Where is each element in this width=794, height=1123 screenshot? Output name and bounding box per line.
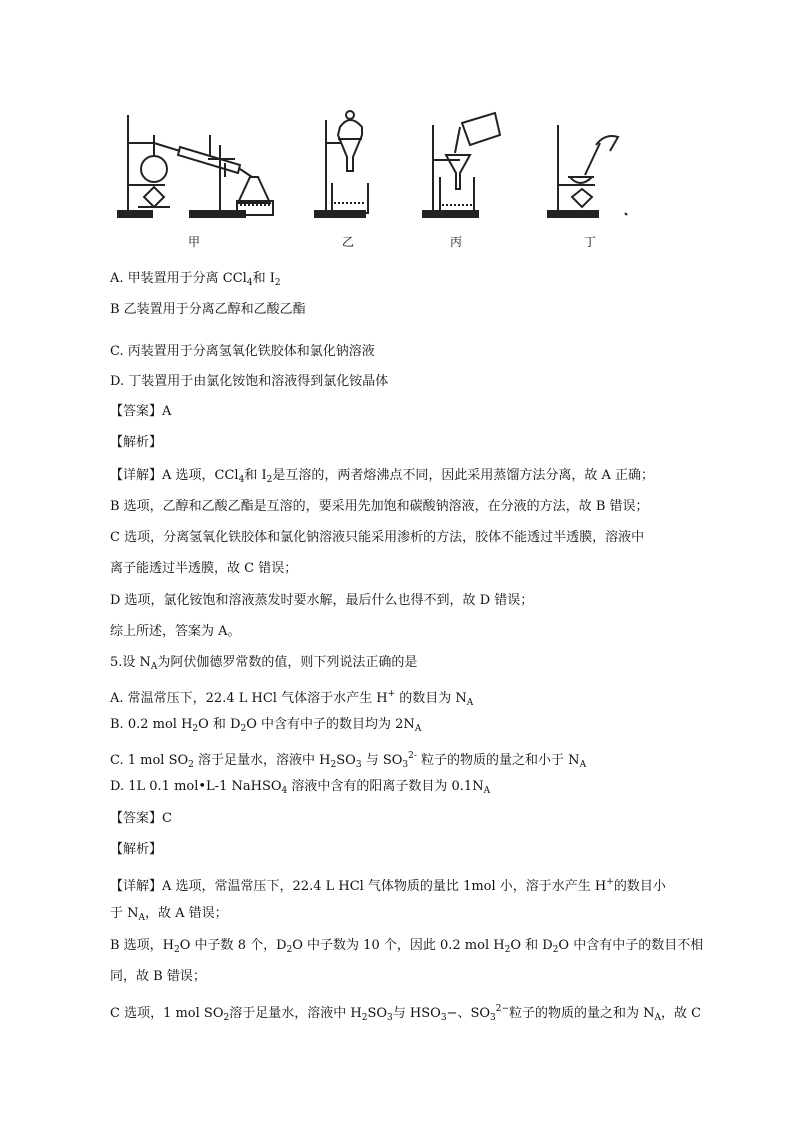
- text-segment: 【详解】A 选项，CCl: [110, 468, 239, 483]
- evaporation-apparatus: [548, 125, 627, 217]
- text-segment: 同，故 B 错误；: [110, 969, 206, 984]
- text-line: [110, 343, 375, 361]
- subscript: 2: [330, 760, 337, 770]
- text-segment: ，故 A 错误；: [145, 906, 228, 921]
- text-line: [110, 467, 654, 489]
- text-line: [110, 373, 388, 391]
- text-segment: C. 1 mol SO: [110, 753, 189, 768]
- text-line: [110, 529, 644, 547]
- text-segment: A. 甲装置用于分离 CCl: [110, 271, 247, 286]
- subscript: 2: [552, 945, 559, 955]
- text-segment: D. 1L 0.1 mol•L-1 NaHSO: [110, 779, 282, 794]
- subscript: A: [466, 698, 474, 708]
- text-segment: O 中子数为 10 个，因此 0.2 mol H: [292, 938, 505, 953]
- text-segment: O 中含有中子的数目不相: [558, 938, 704, 953]
- subscript: A: [579, 760, 587, 770]
- text-segment: 是互溶的，两者熔沸点不同，因此采用蒸馏方法分离，故 A 正确；: [272, 468, 654, 483]
- subscript: 3: [490, 1013, 496, 1023]
- subscript: 3: [440, 1013, 447, 1023]
- text-segment: 溶于足量水，溶液中 H: [193, 753, 331, 768]
- superscript: +: [606, 877, 614, 887]
- text-segment: C 选项，1 mol SO: [110, 1006, 224, 1021]
- subscript: 2: [266, 475, 273, 485]
- text-line: [110, 654, 417, 676]
- distillation-apparatus: [118, 115, 273, 217]
- text-segment: C. 丙装置用于分离氢氧化铁胶体和氯化钠溶液: [110, 344, 375, 359]
- subscript: 2: [223, 1013, 230, 1023]
- text-line: [110, 623, 241, 641]
- subscript: 2: [286, 945, 293, 955]
- text-segment: 于 N: [110, 906, 139, 921]
- text-line: [110, 747, 586, 774]
- subscript: 4: [246, 278, 253, 288]
- text-segment: 离子能透过半透膜，故 C 错误；: [110, 561, 298, 576]
- text-segment: 与 SO: [361, 753, 403, 768]
- subscript: 2: [192, 724, 199, 734]
- subscript: 2: [188, 760, 194, 770]
- text-line: [110, 301, 306, 319]
- text-segment: 为阿伏伽德罗常数的值，则下列说法正确的是: [157, 655, 418, 670]
- subscript: 4: [238, 475, 245, 485]
- text-line: [110, 905, 228, 927]
- subscript: 3: [402, 760, 409, 770]
- superscript: +: [387, 689, 396, 699]
- filtration-apparatus: [423, 113, 500, 217]
- text-segment: C 选项，分离氢氧化铁胶体和氯化钠溶液只能采用渗析的方法，胶体不能透过半透膜，溶液中: [110, 530, 645, 545]
- text-line: [110, 968, 206, 986]
- text-line: [110, 685, 473, 712]
- subscript: A: [138, 913, 146, 923]
- text-line: [110, 270, 281, 292]
- text-segment: 的数目小: [613, 879, 666, 894]
- subscript: 4: [281, 786, 288, 796]
- text-line: [110, 873, 666, 896]
- text-segment: A. 常温常压下，22.4 L HCl 气体溶于水产生 H: [110, 691, 388, 706]
- text-segment: 【详解】A 选项，常温常压下，22.4 L HCl 气体物质的量比 1mol 小，溶于水产生 H: [110, 879, 607, 894]
- text-segment: 和 I: [252, 271, 275, 286]
- subscript: A: [654, 1013, 662, 1023]
- text-segment: B 选项，H: [110, 938, 175, 953]
- text-line: [110, 434, 162, 452]
- subscript: A: [414, 724, 422, 734]
- text-segment: 5.设 N: [110, 655, 151, 670]
- text-segment: B 选项，乙醇和乙酸乙酯是互溶的，要采用先加饱和碳酸钠溶液，在分液的方法，故 B 错误；: [110, 499, 649, 514]
- figure-caption-jia: 甲: [188, 235, 201, 249]
- subscript: A: [483, 786, 491, 796]
- text-line: [110, 778, 490, 800]
- text-segment: ，故 C: [661, 1006, 702, 1021]
- text-segment: SO: [336, 753, 356, 768]
- subscript: 3: [355, 760, 362, 770]
- text-segment: −、SO: [446, 1006, 491, 1021]
- text-segment: 的数目为 N: [395, 691, 467, 706]
- text-segment: 【答案】C: [110, 811, 172, 826]
- superscript: 2-: [408, 751, 417, 761]
- subscript: 3: [387, 1013, 393, 1023]
- text-line: [110, 592, 533, 610]
- subscript: A: [150, 662, 158, 672]
- text-line: [110, 841, 162, 859]
- text-segment: 【答案】A: [110, 404, 172, 419]
- text-segment: 综上所述，答案为 A。: [110, 624, 241, 639]
- text-segment: 和 I: [244, 468, 267, 483]
- figure-caption-yi: 乙: [342, 235, 355, 249]
- text-segment: B. 0.2 mol H: [110, 717, 193, 732]
- text-line: [110, 560, 297, 578]
- separatory-funnel-apparatus: [315, 111, 368, 217]
- superscript: 2−: [495, 1004, 510, 1014]
- text-line: [110, 716, 421, 738]
- subscript: 2: [174, 945, 180, 955]
- text-line: [110, 1000, 701, 1027]
- apparatus-figure: [110, 105, 640, 255]
- text-segment: 粒子的物质的量之和小于 N: [416, 753, 580, 768]
- text-segment: 溶液中含有的阳离子数目为 0.1N: [287, 779, 484, 794]
- text-segment: 【解析】: [110, 435, 163, 450]
- subscript: 2: [361, 1013, 368, 1023]
- text-segment: O 和 D: [510, 938, 553, 953]
- text-segment: O 和 D: [198, 717, 241, 732]
- figure-caption-bing: 丙: [450, 235, 463, 249]
- text-line: [110, 498, 649, 516]
- apparatus-drawing: [110, 105, 640, 230]
- text-segment: 【解析】: [110, 842, 163, 857]
- figure-caption-ding: 丁: [584, 235, 597, 249]
- text-line: [110, 810, 172, 828]
- text-segment: D. 丁装置用于由氯化铵饱和溶液得到氯化铵晶体: [110, 374, 389, 389]
- text-segment: D 选项，氯化铵饱和溶液蒸发时要水解，最后什么也得不到，故 D 错误；: [110, 593, 534, 608]
- text-line: [110, 403, 171, 421]
- text-segment: 与 HSO: [392, 1006, 441, 1021]
- text-segment: 溶于足量水，溶液中 H: [229, 1006, 362, 1021]
- text-segment: B 乙装置用于分离乙醇和乙酸乙酯: [110, 302, 306, 317]
- text-segment: 粒子的物质的量之和为 N: [509, 1006, 655, 1021]
- subscript: 2: [240, 724, 247, 734]
- text-segment: O 中含有中子的数目均为 2N: [246, 717, 415, 732]
- subscript: 2: [274, 278, 281, 288]
- subscript: 2: [504, 945, 511, 955]
- text-segment: O 中子数 8 个，D: [179, 938, 287, 953]
- text-segment: SO: [367, 1006, 388, 1021]
- text-line: [110, 937, 703, 959]
